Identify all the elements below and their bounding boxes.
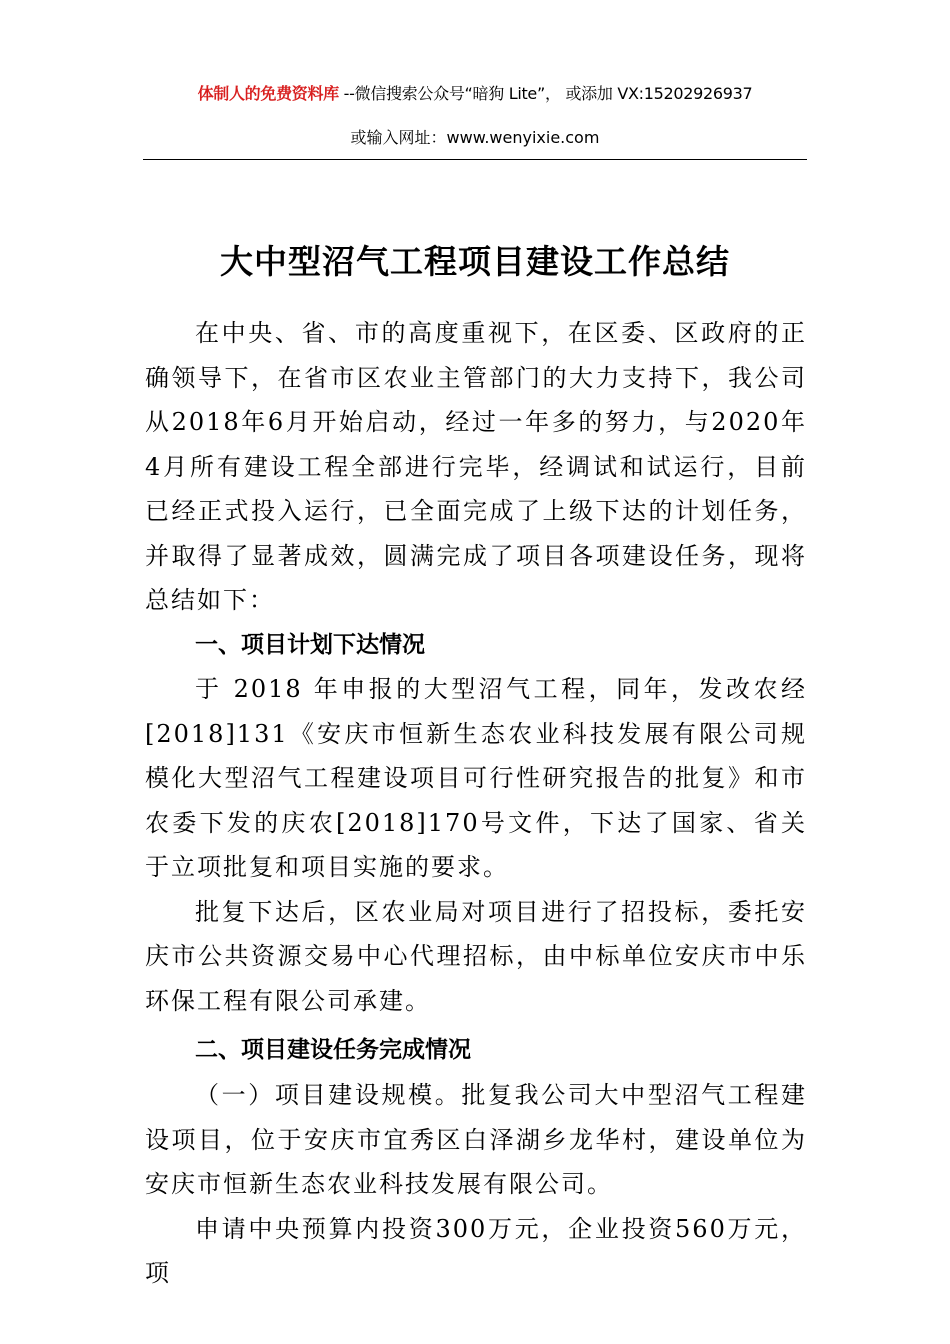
- paragraph-investment: 申请中央预算内投资300万元，企业投资560万元，项: [145, 1214, 807, 1287]
- document-body: [145, 311, 807, 1296]
- paragraph-plan-issued: 于 2018 年申报的大型沼气工程，同年，发改农经[2018]131《安庆市恒新生态农业科技发展有限公司规模化大型沼气工程建设项目可行性研究报告的批复》和市农委下发的庆农[2018]170号文件，下达了国家、省关于立项批复和项目实施的要求。: [145, 675, 807, 881]
- section-heading-1: 一、项目计划下达情况: [195, 631, 425, 658]
- section-heading-2: 二、项目建设任务完成情况: [195, 1037, 471, 1063]
- page-header: [143, 80, 807, 150]
- header-promo-line: [143, 80, 807, 108]
- paragraph-construction-scale: （一）项目建设规模。批复我公司大中型沼气工程建设项目，位于安庆市宜秀区白泽湖乡龙华村，建设单位为安庆市恒新生态农业科技发展有限公司。: [145, 1081, 807, 1198]
- header-library-name: 体制人的免费资料库: [197, 84, 339, 103]
- header-contact-info: --微信搜索公众号“暗狗 Lite”， 或添加 VX:15202926937: [338, 84, 753, 103]
- paragraph-tendering: 批复下达后，区农业局对项目进行了招投标，委托安庆市公共资源交易中心代理招标，由中标单位安庆市中乐环保工程有限公司承建。: [145, 897, 807, 1015]
- header-divider: [143, 159, 807, 160]
- paragraph-intro: 在中央、省、市的高度重视下，在区委、区政府的正确领导下，在省市区农业主管部门的大力支持下，我公司从2018年6月开始启动，经过一年多的努力，与2020年4月所有建设工程全部进行完毕，经调试和试运行，目前已经正式投入运行，已全面完成了上级下达的计划任务，并取得了显著成效，圆满完成了项目各项建设任务，现将总结如下：: [145, 319, 807, 614]
- header-website: 或输入网址：www.wenyixie.com: [350, 128, 600, 147]
- document-title: 大中型沼气工程项目建设工作总结: [220, 242, 730, 282]
